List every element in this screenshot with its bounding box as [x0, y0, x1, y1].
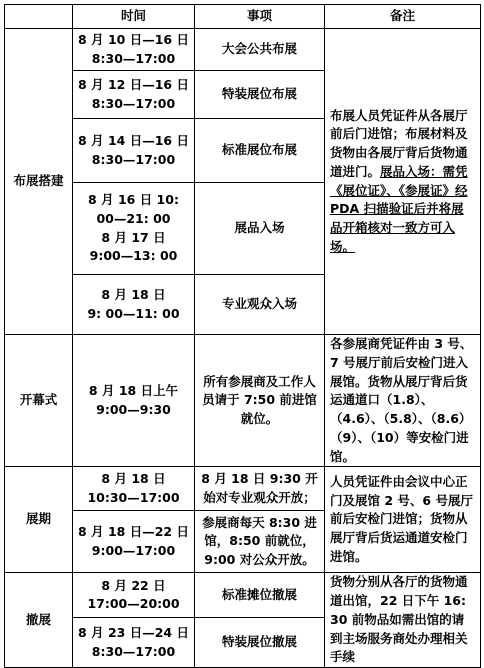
setup-note-plain: 布展人员凭证件从各展厅前后门进馆；布展材料及货物由各展厅背后货物通道进门。	[330, 107, 468, 179]
setup-note	[325, 29, 481, 335]
setup-time: 8 月 12 日—16 日 8:30—17:00	[73, 71, 195, 119]
exhibition-item: 参展商每天 8:30 进馆，8:50 前就位，9:00 对公众开放。	[195, 511, 325, 573]
teardown-row	[5, 573, 481, 618]
opening-phase-label: 开幕式	[5, 335, 73, 467]
setup-time: 8 月 16 日 10: 00—21: 00 8 月 17 日 9:00—13: 00	[73, 183, 195, 275]
setup-row	[5, 29, 481, 71]
setup-item: 专业观众入场	[195, 275, 325, 335]
exhibition-time: 8 月 18 日—22 日 9:00—17:00	[73, 511, 195, 573]
setup-phase-label: 布展搭建	[5, 29, 73, 335]
setup-item: 大会公共布展	[195, 29, 325, 71]
exhibition-item: 8 月 18 日 9:30 开始对专业观众开放；	[195, 467, 325, 511]
teardown-item: 特装展位撤展	[195, 618, 325, 668]
header-note: 备注	[325, 5, 481, 29]
setup-time: 8 月 14 日—16 日 8:30—17:00	[73, 119, 195, 183]
setup-item: 特装展位布展	[195, 71, 325, 119]
opening-time: 8 月 18 日上午 9:00—9:30	[73, 335, 195, 467]
header-row	[5, 5, 481, 29]
setup-note-underlined: 展品入场：需凭《展位证》、《参展证》经 PDA 扫描验证后并将展品开箱核对一致方可入场。	[330, 163, 468, 254]
teardown-note: 货物分别从各厅的货物通道出馆，22 日下午 16: 30 前物品如需出馆的请到主场服务商处办理相关手续	[325, 573, 481, 668]
header-time: 时间	[73, 5, 195, 29]
schedule-table	[4, 4, 481, 668]
setup-time: 8 月 10 日—16 日 8:30—17:00	[73, 29, 195, 71]
teardown-time: 8 月 23 日—24 日 8:30—17:00	[73, 618, 195, 668]
setup-item: 展品入场	[195, 183, 325, 275]
exhibition-phase-label: 展期	[5, 467, 73, 573]
teardown-phase-label: 撤展	[5, 573, 73, 668]
teardown-item: 标准摊位撤展	[195, 573, 325, 618]
opening-item: 所有参展商及工作人员请于 7:50 前进馆就位。	[195, 335, 325, 467]
header-item: 事项	[195, 5, 325, 29]
opening-note: 各参展商凭证件由 3 号、7 号展厅前后安检门进入展馆。货物从展厅背后货运通道口（1.8）、（4.6）、（5.8）、（8.6）（9）、（10）等安检门进馆。	[325, 335, 481, 467]
header-blank	[5, 5, 73, 29]
exhibition-time: 8 月 18 日 10:30—17:00	[73, 467, 195, 511]
setup-time: 8 月 18 日 9: 00—11: 00	[73, 275, 195, 335]
opening-row	[5, 335, 481, 467]
exhibition-row	[5, 467, 481, 511]
exhibition-note: 人员凭证件由会议中心正门及展馆 2 号、6 号展厅前后安检门进馆；货物从展厅背后货运通道安检门进馆。	[325, 467, 481, 573]
teardown-time: 8 月 22 日 17:00—20:00	[73, 573, 195, 618]
setup-item: 标准展位布展	[195, 119, 325, 183]
